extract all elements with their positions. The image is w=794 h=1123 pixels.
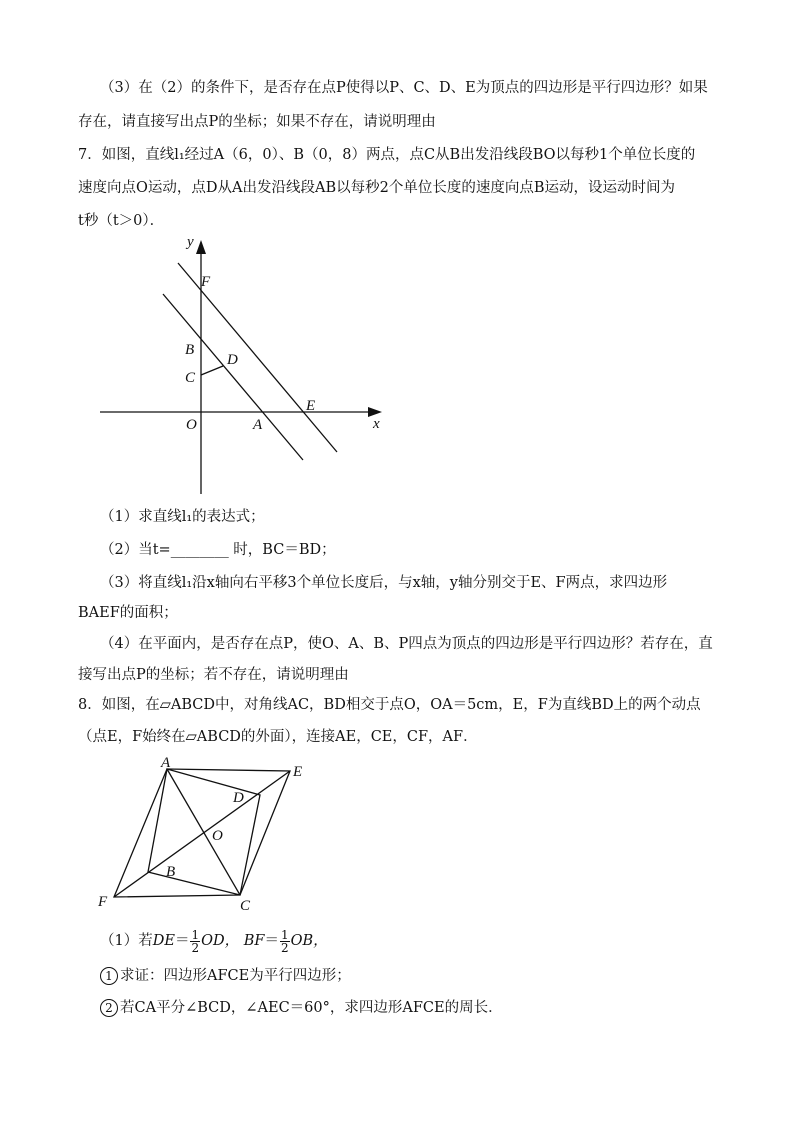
label-c: C bbox=[185, 370, 196, 386]
p8-q1-eq2: ＝ bbox=[264, 933, 279, 949]
p8-q1-od: OD， bbox=[201, 933, 240, 949]
label-a: A bbox=[161, 755, 171, 771]
label-d: D bbox=[227, 352, 238, 368]
label-c: C bbox=[240, 898, 251, 914]
p7-q2: （2）当t=________ 时，BC＝BD； bbox=[100, 542, 336, 558]
p7-line1: 7．如图，直线l₁经过A（6，0）、B（0，8）两点，点C从B出发沿线段BO以每秒1个单位长度的 bbox=[78, 147, 696, 163]
p8-q1-ob: OB， bbox=[290, 933, 328, 949]
p8-q1-prefix: （1）若 bbox=[100, 933, 153, 949]
p7-q3-line2: BAEF的面积； bbox=[78, 605, 178, 621]
p7-line3: t秒（t＞0）． bbox=[78, 213, 165, 229]
p8-s2-text: 若CA平分∠BCD，∠AEC＝60°，求四边形AFCE的周长． bbox=[120, 1000, 503, 1016]
p6-part3-line2: 存在，请直接写出点P的坐标；如果不存在，请说明理由 bbox=[78, 114, 436, 130]
fraction-numerator-2: 1 bbox=[280, 927, 289, 942]
label-b: B bbox=[166, 864, 176, 880]
label-a: A bbox=[253, 417, 263, 433]
p7-q4-line2: 接写出点P的坐标；若不存在，请说明理由 bbox=[78, 667, 349, 683]
p8-parallelogram-figure bbox=[90, 754, 320, 914]
label-f: F bbox=[98, 894, 108, 910]
circled-number-1: 1 bbox=[100, 967, 118, 985]
circled-number-2: 2 bbox=[100, 999, 118, 1017]
label-b: B bbox=[185, 342, 195, 358]
fraction-half-2 bbox=[280, 929, 290, 954]
label-f: F bbox=[201, 274, 211, 290]
label-e: E bbox=[293, 764, 303, 780]
diagonal-ac bbox=[167, 769, 240, 895]
p8-q1-bf: BF bbox=[243, 933, 265, 949]
p8-q1 bbox=[100, 928, 328, 954]
p8-s1-text: 求证：四边形AFCE为平行四边形； bbox=[120, 968, 351, 984]
p7-coordinate-figure bbox=[90, 230, 400, 500]
p8-q1-de: DE bbox=[152, 933, 175, 949]
p8-subquestion-1 bbox=[100, 966, 351, 986]
label-o: O bbox=[212, 828, 223, 844]
label-y: y bbox=[187, 234, 194, 250]
p6-part3-line1: （3）在（2）的条件下，是否存在点P使得以P、C、D、E为顶点的四边形是平行四边形？如果 bbox=[100, 80, 708, 96]
fraction-half bbox=[190, 929, 200, 954]
fraction-denominator-2: 2 bbox=[280, 940, 289, 955]
line-l1 bbox=[163, 294, 303, 460]
segment-cd bbox=[201, 366, 223, 375]
label-d: D bbox=[233, 790, 244, 806]
p7-q4-line1: （4）在平面内，是否存在点P，使O、A、B、P四点为顶点的四边形是平行四边形？若存在，直 bbox=[100, 636, 713, 652]
p8-q1-eq: ＝ bbox=[174, 933, 190, 949]
p7-q1: （1）求直线l₁的表达式； bbox=[100, 509, 265, 525]
fraction-numerator: 1 bbox=[191, 927, 200, 942]
p8-line2: （点E，F始终在▱ABCD的外面），连接AE，CE，CF，AF． bbox=[78, 729, 478, 745]
y-axis-arrow bbox=[196, 240, 206, 254]
fraction-denominator: 2 bbox=[191, 940, 200, 955]
label-e: E bbox=[306, 398, 316, 414]
p8-line1: 8．如图，在▱ABCD中，对角线AC，BD相交于点O，OA＝5cm，E，F为直线BD上的两个动点 bbox=[78, 697, 701, 713]
label-x: x bbox=[373, 416, 380, 432]
label-o: O bbox=[186, 417, 197, 433]
p8-subquestion-2 bbox=[100, 998, 503, 1018]
p7-q3-line1: （3）将直线l₁沿x轴向右平移3个单位长度后，与x轴，y轴分别交于E、F两点，求四边形 bbox=[100, 575, 668, 591]
p7-line2: 速度向点O运动，点D从A出发沿线段AB以每秒2个单位长度的速度向点B运动，设运动时间为 bbox=[78, 180, 675, 196]
